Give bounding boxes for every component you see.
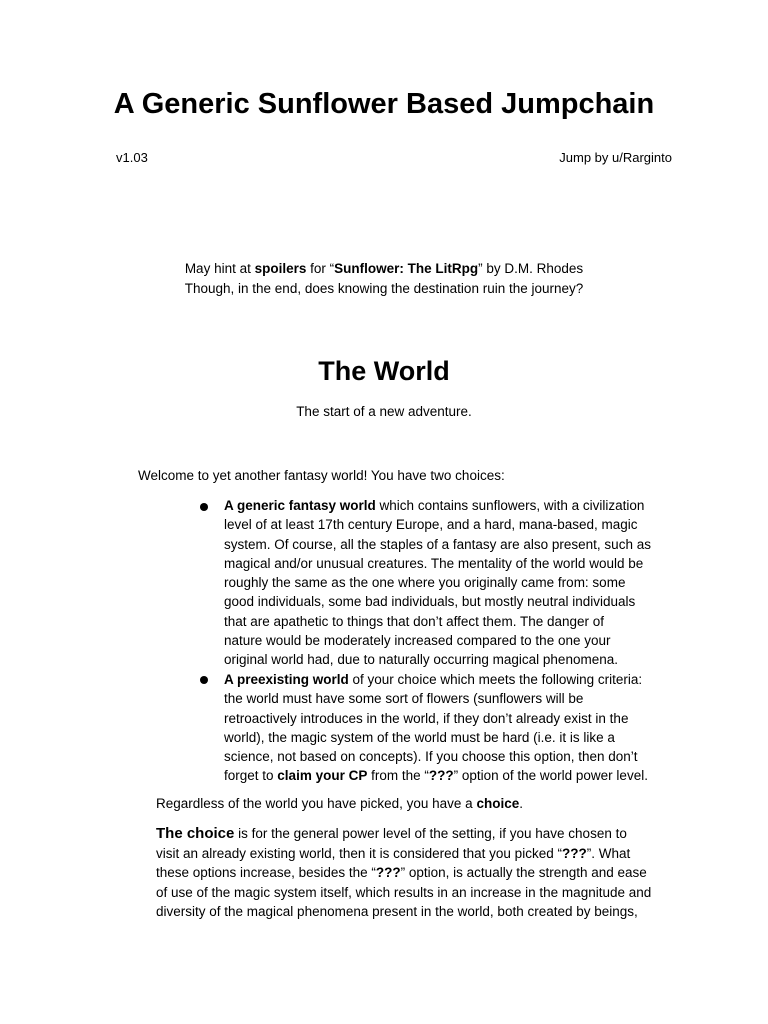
bullet-text: nature would be moderately increased compared to the one your <box>224 633 611 649</box>
document-title: A Generic Sunflower Based Jumpchain <box>113 88 655 120</box>
bullet-dot <box>200 676 208 684</box>
bullet-heading: A preexisting world <box>224 672 349 687</box>
bullet-text: roughly the same as the one where you originally came from: some <box>224 575 626 591</box>
bullet-text: world), the magic system of the world must be hard (i.e. it is like a <box>224 729 615 745</box>
bullet-text: science, not based on concepts). If you choose this option, then don’t <box>224 749 638 765</box>
paragraph-text: is for the general power level of the setting, if you have chosen to <box>234 826 627 841</box>
bullet-item-preexisting-world <box>224 670 676 786</box>
hint-text: May hint at <box>184 261 255 276</box>
bullet-text: system. Of course, all the staples of a fantasy are also present, such as <box>224 536 651 552</box>
bullet-text: good individuals, some bad individuals, but mostly neutral individuals <box>224 594 636 610</box>
book-title: Sunflower: The LitRpg <box>334 261 479 276</box>
version-label: v1.03 <box>116 150 148 165</box>
paragraph-text: ” option, is actually the strength and ease <box>400 865 647 880</box>
bullet-heading: A generic fantasy world <box>224 498 376 513</box>
bullet-text: magical and/or unusual creatures. The mentality of the world would be <box>224 555 644 571</box>
bold-text: ??? <box>428 768 454 784</box>
bullet-text: original world had, due to naturally occurring magical phenomena. <box>224 652 618 668</box>
bold-text: ??? <box>561 845 587 861</box>
hint-text: for “ <box>306 261 335 276</box>
bullet-text: forget to <box>224 768 278 784</box>
hint-text: ” by D.M. Rhodes <box>478 261 584 276</box>
bold-text: claim your CP <box>277 768 368 784</box>
paragraph-text: visit an already existing world, then it is considered that you picked “ <box>156 845 562 861</box>
bullet-text: ” option of the world power level. <box>453 768 648 784</box>
author-label: Jump by u/Rarginto <box>559 150 672 165</box>
bullet-item-generic-world <box>224 496 676 670</box>
paragraph-text: of use of the magic system itself, which results in an increase in the magnitude and <box>156 884 652 900</box>
bold-text: ??? <box>375 865 401 880</box>
spoiler-hint-line <box>0 259 768 279</box>
section-subtitle: The start of a new adventure. <box>296 404 472 419</box>
paragraph-text: ”. What <box>586 845 631 861</box>
bullet-text: which contains sunflowers, with a civilization <box>375 498 645 513</box>
journey-line: Though, in the end, does knowing the destination ruin the journey? <box>184 281 584 296</box>
bullet-text: from the “ <box>367 768 429 784</box>
bullet-last-line <box>224 766 676 785</box>
bullet-dot <box>200 503 208 511</box>
regardless-paragraph <box>156 794 696 814</box>
intro-paragraph: Welcome to yet another fantasy world! You have two choices: <box>138 468 505 483</box>
bullet-text: level of at least 17th century Europe, and a hard, mana-based, magic <box>224 517 638 533</box>
paragraph-text: diversity of the magical phenomena present in the world, both created by beings, <box>156 904 638 919</box>
bullet-text: of your choice which meets the following criteria: <box>348 672 643 687</box>
section-title: The World <box>318 356 450 386</box>
paragraph-text: these options increase, besides the “ <box>156 865 376 880</box>
spoilers-word: spoilers <box>254 261 307 276</box>
choice-lead: The choice <box>156 825 235 842</box>
bullet-text: that are apathetic to things that don’t affect them. The danger of <box>224 613 605 629</box>
paragraph-text: . <box>519 796 523 811</box>
bold-text: choice <box>476 796 520 811</box>
bullet-text: retroactively introduces in the world, if they don’t already exist in the <box>224 710 629 726</box>
bullet-text: the world must have some sort of flowers (sunflowers will be <box>224 691 584 707</box>
paragraph-text: Regardless of the world you have picked, you have a <box>156 796 477 811</box>
choice-paragraph <box>156 824 682 922</box>
